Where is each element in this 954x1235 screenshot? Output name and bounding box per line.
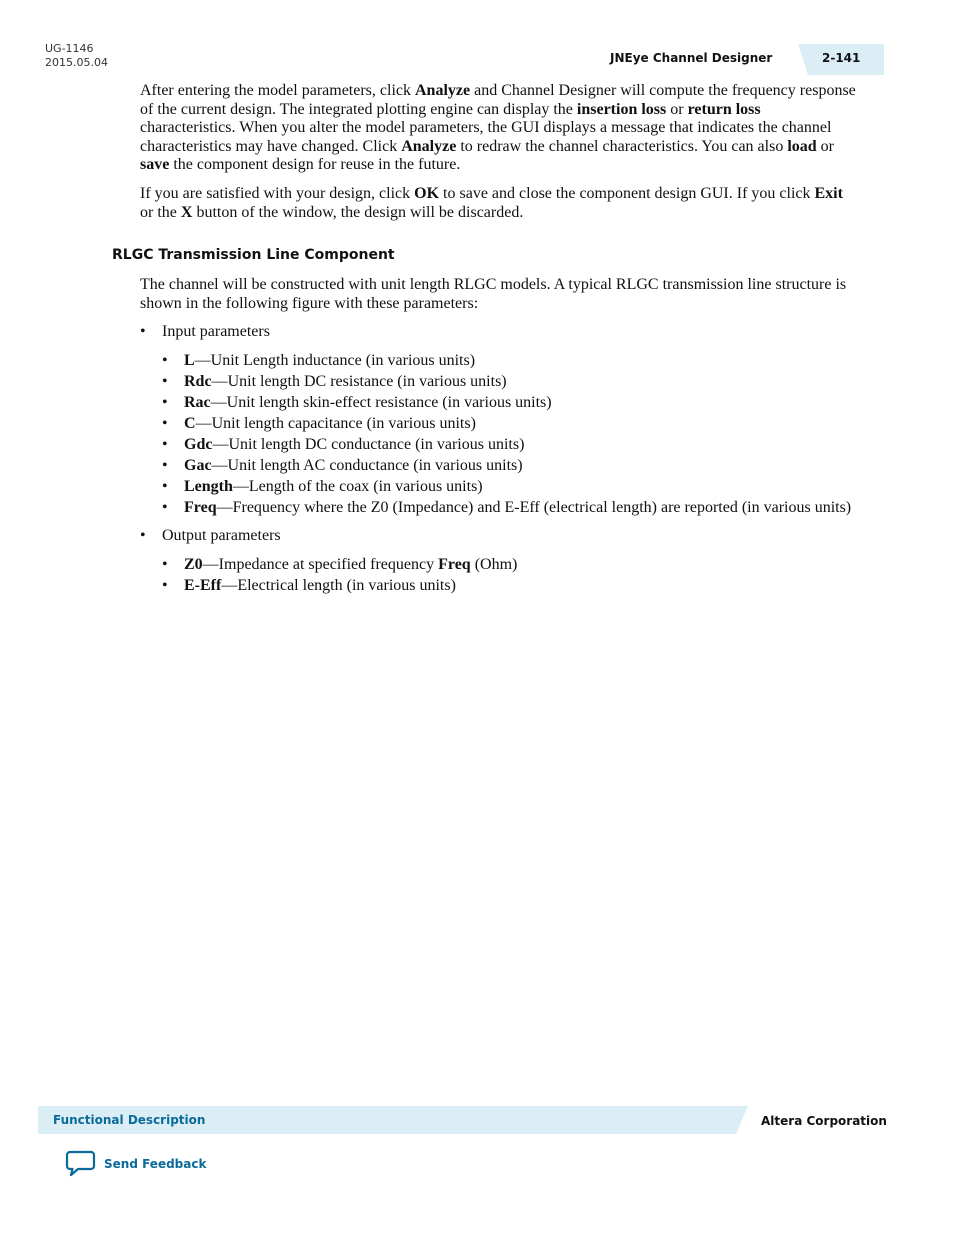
parameter-term: C	[184, 414, 196, 432]
text-run: to save and close the component design GUI. If you click	[439, 184, 815, 202]
parameter-item	[162, 394, 860, 413]
parameter-item	[162, 577, 860, 596]
parameter-item	[162, 499, 860, 518]
functional-description-link[interactable]: Functional Description	[53, 1113, 206, 1127]
parameter-item	[162, 556, 860, 575]
speech-bubble-icon	[65, 1150, 96, 1177]
bold-term: Analyze	[401, 137, 457, 155]
parameter-term: E-Eff	[184, 576, 222, 594]
parameter-groups	[140, 323, 860, 595]
parameter-description: —Unit Length inductance (in various units)	[194, 351, 476, 369]
parameter-term: Gdc	[184, 435, 213, 453]
doc-number: UG-1146	[45, 42, 94, 55]
bullet: •	[162, 498, 168, 516]
company-name: Altera Corporation	[761, 1114, 887, 1128]
parameter-description: —Length of the coax (in various units)	[232, 477, 483, 495]
parameter-description: (Ohm)	[470, 555, 518, 573]
parameter-description: —Unit length capacitance (in various units)	[195, 414, 476, 432]
parameter-item	[162, 373, 860, 392]
parameter-item	[162, 415, 860, 434]
bullet: •	[162, 576, 168, 594]
parameter-group-label: Output parameters	[162, 527, 281, 545]
running-header-title: JNEye Channel Designer	[610, 51, 773, 65]
bold-term: return loss	[687, 100, 761, 118]
parameter-item	[162, 352, 860, 371]
intro-paragraph-1	[140, 82, 860, 175]
parameter-term: Rdc	[184, 372, 212, 390]
bullet: •	[162, 414, 168, 432]
parameter-term: Rac	[184, 393, 211, 411]
doc-date: 2015.05.04	[45, 56, 108, 69]
parameter-description: —Unit length AC conductance (in various units)	[211, 456, 523, 474]
text-run: If you are satisfied with your design, click	[140, 184, 415, 202]
bullet: •	[162, 555, 168, 573]
bullet: •	[140, 323, 146, 341]
bullet: •	[162, 435, 168, 453]
parameter-description: —Unit length DC resistance (in various units)	[211, 372, 507, 390]
section-paragraph: The channel will be constructed with unit length RLGC models. A typical RLGC transmission line structure is shown in the following figure with these parameters:	[140, 276, 847, 312]
intro-content	[140, 82, 860, 232]
parameter-group	[140, 323, 860, 517]
parameter-item	[162, 478, 860, 497]
bullet: •	[162, 372, 168, 390]
bold-term: save	[140, 156, 170, 174]
bullet: •	[162, 477, 168, 495]
text-run: the component design for reuse in the future.	[169, 156, 461, 174]
parameter-description: —Impedance at specified frequency	[202, 555, 439, 573]
bold-term: load	[787, 137, 817, 155]
section-heading: RLGC Transmission Line Component	[112, 247, 395, 263]
text-run: to redraw the channel characteristics. You can also	[456, 137, 788, 155]
text-run: characteristics. When you alter the model parameters, the GUI displays a message that indicates the channel characteristics may have changed. Click	[140, 119, 832, 155]
bullet: •	[162, 393, 168, 411]
parameter-description: —Unit length DC conductance (in various units)	[212, 435, 525, 453]
text-run: or	[816, 137, 834, 155]
bold-term: insertion loss	[576, 100, 667, 118]
section-body	[140, 276, 860, 605]
bullet: •	[140, 527, 146, 545]
text-run: or	[666, 100, 688, 118]
parameter-term: L	[184, 351, 195, 369]
bold-term: Analyze	[415, 82, 471, 99]
send-feedback-link[interactable]	[65, 1150, 206, 1177]
parameter-term: Length	[184, 477, 233, 495]
parameter-item	[162, 457, 860, 476]
parameter-group-label: Input parameters	[162, 323, 270, 341]
parameter-group	[140, 527, 860, 595]
bullet: •	[162, 351, 168, 369]
parameter-term: Freq	[438, 555, 471, 573]
parameter-item	[162, 436, 860, 455]
parameter-term: Freq	[184, 498, 217, 516]
text-run: button of the window, the design will be discarded.	[192, 203, 524, 221]
parameter-list	[162, 352, 860, 517]
bold-term: Exit	[814, 184, 843, 202]
text-run: or the	[140, 203, 181, 221]
bold-term: X	[180, 203, 193, 221]
text-run: and Channel Designer will compute the frequency response of the current design. The integrated plotting engine can display the	[140, 82, 856, 118]
bullet: •	[162, 456, 168, 474]
parameter-description: —Frequency where the Z0 (Impedance) and E-Eff (electrical length) are reported (in various units)	[216, 498, 852, 516]
parameter-list	[162, 556, 860, 596]
page-number: 2-141	[822, 51, 861, 65]
intro-paragraph-2	[140, 185, 860, 222]
text-run: After entering the model parameters, click	[140, 82, 415, 99]
parameter-description: —Electrical length (in various units)	[221, 576, 456, 594]
parameter-term: Gac	[184, 456, 212, 474]
parameter-description: —Unit length skin-effect resistance (in various units)	[210, 393, 552, 411]
bold-term: OK	[414, 184, 440, 202]
send-feedback-label: Send Feedback	[104, 1156, 207, 1171]
parameter-term: Z0	[184, 555, 203, 573]
document-id	[45, 42, 108, 70]
